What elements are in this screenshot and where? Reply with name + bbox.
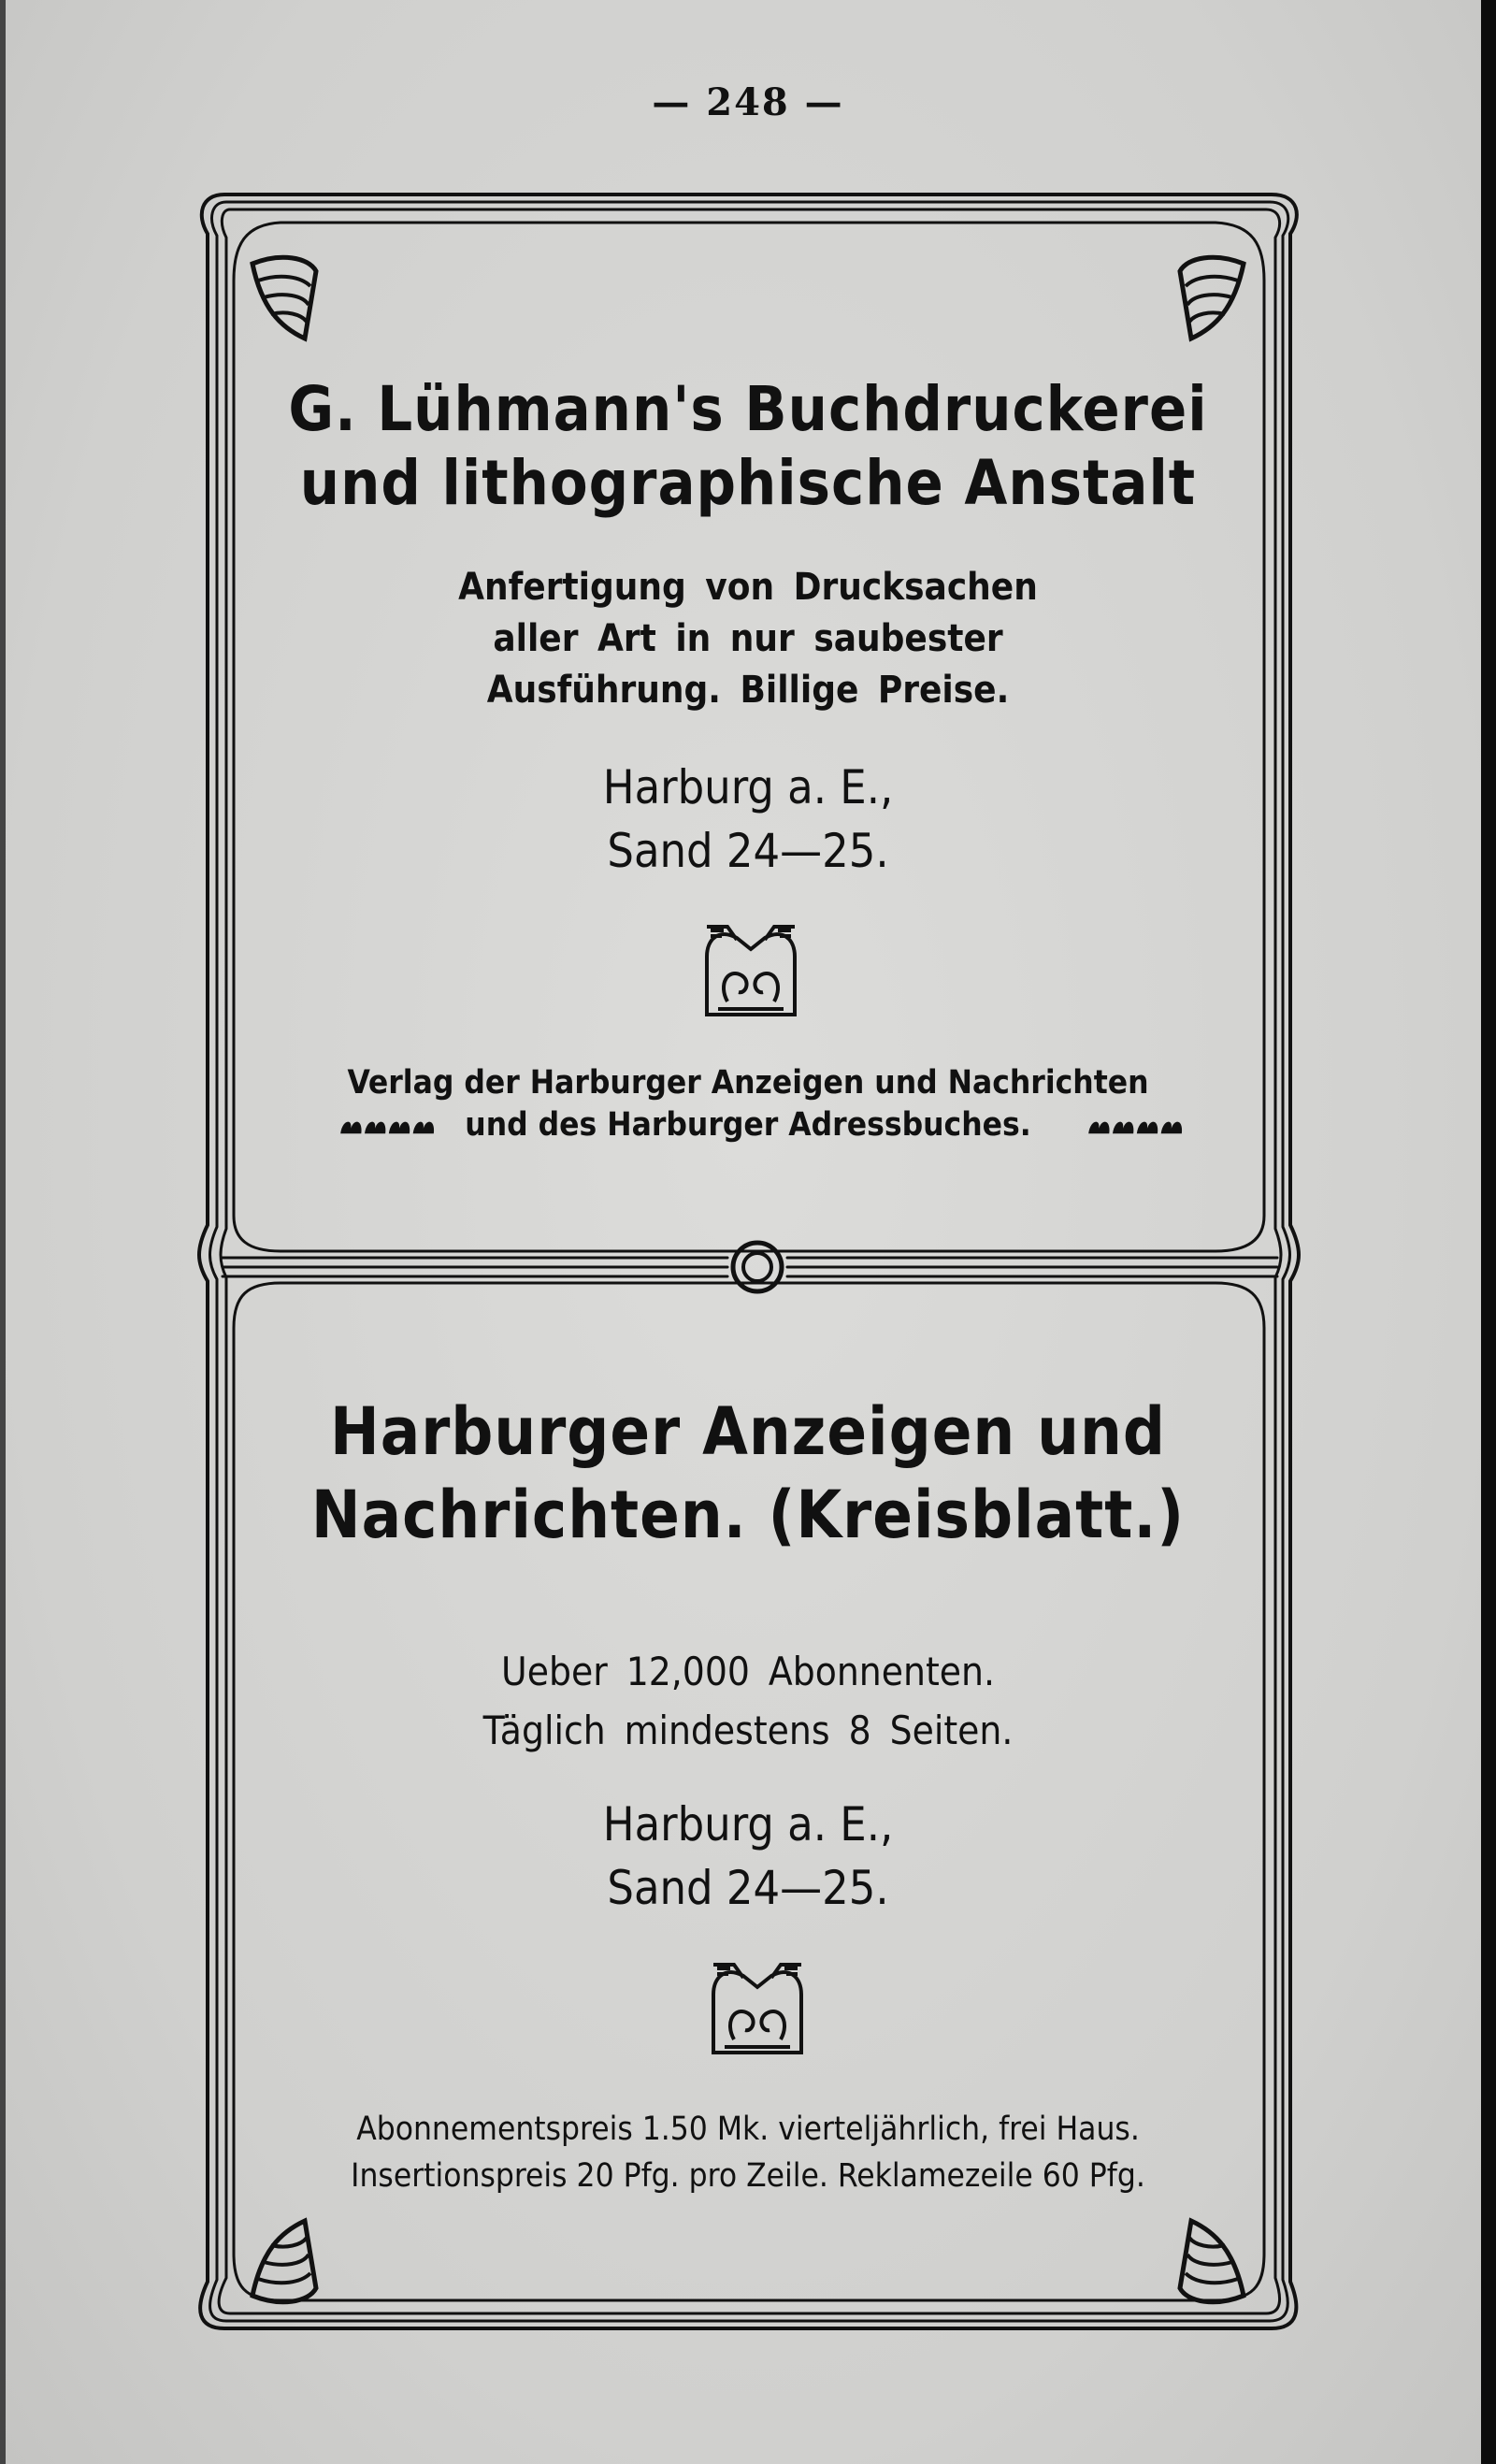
ad-footer-line: Abonnementspreis 1.50 Mk. vierteljährlich, frei Haus.: [356, 2111, 1140, 2148]
ad-title-line: und lithographische Anstalt: [299, 447, 1197, 519]
ad-title-line: Harburger Anzeigen und: [330, 1393, 1166, 1470]
ad-address-line: Harburg a. E.,: [602, 760, 894, 814]
page-number: — 248 —: [652, 80, 844, 124]
ad-title-line: G. Lühmann's Buchdruckerei: [288, 373, 1208, 445]
ad-address-line: Sand 24—25.: [607, 824, 889, 878]
ad-description-line: Täglich mindestens 8 Seiten.: [482, 1708, 1014, 1753]
ad-footer-line: und des Harburger Adressbuches.: [465, 1106, 1031, 1144]
ad-description-line: aller Art in nur saubester: [493, 617, 1003, 660]
ad-address-line: Sand 24—25.: [607, 1861, 889, 1915]
ad-newspaper: [215, 0, 1281, 2300]
ad-description-line: Ueber 12,000 Abonnenten.: [501, 1649, 995, 1694]
ad-footer-line: Verlag der Harburger Anzeigen und Nachrichten: [347, 1064, 1149, 1102]
ad-footer-line: Insertionspreis 20 Pfg. pro Zeile. Reklamezeile 60 Pfg.: [351, 2157, 1145, 2195]
ad-address-line: Harburg a. E.,: [602, 1797, 894, 1852]
ad-description-line: Anfertigung von Drucksachen: [458, 566, 1038, 609]
ad-title-line: Nachrichten. (Kreisblatt.): [310, 1477, 1186, 1553]
vignette-ornament: [706, 1957, 809, 2060]
ad-description-line: Ausführung. Billige Preise.: [486, 669, 1010, 712]
